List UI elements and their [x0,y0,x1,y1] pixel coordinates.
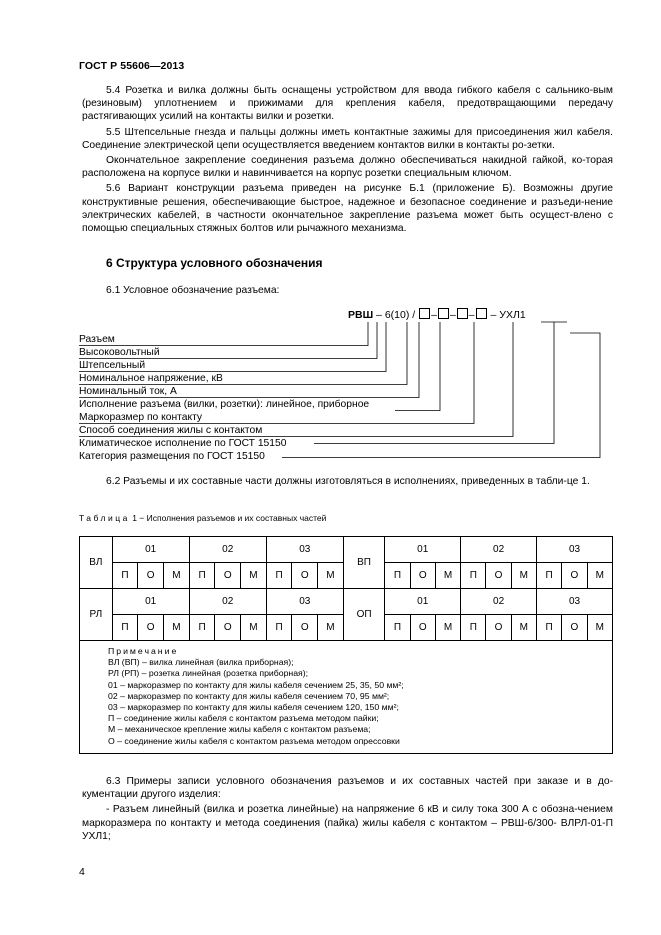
code-box-4 [476,308,487,319]
note-title: Примечание [108,646,179,656]
method-cell: О [410,615,435,641]
section-6-heading: 6 Структура условного обозначения [106,256,323,270]
method-cell: П [266,615,292,641]
paragraph-6-2-wrap [82,475,613,490]
note-line: М – механическое крепление жилы кабеля с контактом разъема; [108,724,371,735]
label-plug-type: Штепсельный [79,360,146,371]
paragraph-6-3: 6.3 Примеры записи условного обозначения разъемов и их составных частей при заказе и в до-кументации другого изделия: [82,776,613,801]
method-cell: М [511,563,536,589]
size-cell: 02 [189,589,266,615]
code-suffix: – УХЛ1 [490,309,526,321]
size-cell: 02 [189,537,266,563]
code-box-2 [438,308,449,319]
size-cell: 03 [266,589,343,615]
note-line: П – соединение жилы кабеля с контактом разъема методом пайки; [108,713,379,724]
note-line: ВЛ (ВП) – вилка линейная (вилка приборная); [108,657,294,668]
method-cell: М [241,563,267,589]
code-dash-1: – [431,309,437,321]
size-cell: 01 [112,589,189,615]
code-voltage: – 6(10) / [373,309,416,321]
method-cell: О [215,615,241,641]
row-type-left: ВЛ [80,537,113,589]
method-cell: М [318,563,344,589]
label-placement: Категория размещения по ГОСТ 15150 [79,451,265,462]
method-cell: П [112,563,138,589]
size-cell: 01 [385,589,461,615]
size-cell: 01 [385,537,461,563]
table-caption-word: Таблица [79,513,130,523]
method-cell: П [537,563,562,589]
method-cell: М [587,563,612,589]
code-dash-3: – [468,309,475,321]
table-caption-text: 1 − Исполнения разъемов и их составных частей [129,513,327,523]
paragraph-5-6: 5.6 Вариант конструкции разъема приведен на рисунке Б.1 (приложение Б). Возможны другие конструктивные решения, обеспечивающие быстрое, надежное и безопасное соединение и разъеди-нение электрических кабелей, в частности окончательное закрепление разъема может быть осущест-влено с помощью специальных стяжных болтов или рычажного механизма. [82,183,613,235]
method-cell: М [435,563,460,589]
label-climate: Климатическое исполнение по ГОСТ 15150 [79,438,287,449]
label-connection-method: Способ соединения жилы с контактом [79,425,263,436]
section-6-3 [82,775,613,845]
method-cell: П [266,563,292,589]
table-row-note [80,641,613,754]
table-row [80,589,613,615]
designation-code [348,308,526,321]
method-cell: М [587,615,612,641]
label-execution: Исполнение разъема (вилки, розетки): линейное, приборное [79,399,370,410]
paragraph-6-1-wrap [82,284,613,299]
table-caption [79,513,326,523]
paragraph-6-1: 6.1 Условное обозначение разъема: [106,285,280,296]
method-cell: М [511,615,536,641]
code-box-1 [419,308,430,319]
note-line: 03 – маркоразмер по контакту для жилы кабеля сечением 120, 150 мм²; [108,702,399,713]
method-cell: О [562,615,587,641]
note-line: 02 – маркоразмер по контакту для жилы кабеля сечением 70, 95 мм²; [108,690,390,701]
paragraph-6-2: 6.2 Разъемы и их составные части должны изготовляться в исполнениях, приведенных в табли-це 1. [106,476,590,487]
code-prefix: РВШ [348,309,374,321]
method-cell: О [215,563,241,589]
size-cell: 03 [266,537,343,563]
method-cell: О [486,615,511,641]
method-cell: П [385,563,410,589]
label-rated-current: Номинальный ток, А [79,386,177,397]
row-type-right: ВП [343,537,385,589]
note-line: О – соединение жилы кабеля с контактом разъема методом опрессовки [108,735,400,746]
table-note [80,641,613,754]
paragraph-5-4: 5.4 Розетка и вилка должны быть оснащены устройством для ввода гибкого кабеля с сальнико-вым (резиновым) уплотнением и прижимами для крепления кабеля, предотвращающими передачу растягивающих усилий на контакты вилки и розетки. [82,85,613,123]
size-cell: 03 [537,589,613,615]
size-cell: 01 [112,537,189,563]
standard-header: ГОСТ Р 55606—2013 [79,60,185,72]
method-cell: П [189,615,215,641]
label-rated-voltage: Номинальное напряжение, кВ [79,373,223,384]
size-cell: 02 [461,589,537,615]
method-cell: О [138,563,164,589]
table-row [80,537,613,563]
table-1 [79,536,613,754]
note-line: 01 – маркоразмер по контакту для жилы кабеля сечением 25, 35, 50 мм²; [108,679,404,690]
method-cell: М [164,615,190,641]
method-cell: О [138,615,164,641]
method-cell: М [241,615,267,641]
row-type-right: ОП [343,589,385,641]
paragraph-5-5-cont: Окончательное закрепление соединения разъема должно обеспечиваться накидной гайкой, ко-торая расположена на корпусе вилки и навинчивается на корпус розетки специальным ключом. [82,155,613,180]
table-body [80,537,613,754]
size-cell: 02 [461,537,537,563]
paragraph-5-5: 5.5 Штепсельные гнезда и пальцы должны иметь контактные зажимы для присоединения жил кабеля. Соединение электрической цепи осуществляется введением контактов вилки в контакты ро-зетки. [82,126,613,151]
note-line: РЛ (РП) – розетка линейная (розетка приборная); [108,668,309,679]
method-cell: П [461,563,486,589]
method-cell: П [461,615,486,641]
method-cell: О [292,615,318,641]
code-box-3 [457,308,468,319]
method-cell: П [112,615,138,641]
method-cell: О [562,563,587,589]
method-cell: М [318,615,344,641]
intro-section [82,84,613,237]
method-cell: П [537,615,562,641]
label-high-voltage: Высоковольтный [79,347,160,358]
row-type-left: РЛ [80,589,113,641]
code-dash-2: – [449,309,456,321]
method-cell: М [435,615,460,641]
paragraph-6-3-example: - Разъем линейный (вилка и розетка линейные) на напряжение 6 кВ и силу тока 300 А с обозна-чением маркоразмера по контакту и метода соединения (пайка) жилы кабеля с контактом – РВШ-6/300- ВЛРЛ-01-П УХЛ1; [82,804,613,842]
method-cell: П [189,563,215,589]
size-cell: 03 [537,537,613,563]
method-cell: П [385,615,410,641]
page-number: 4 [79,866,85,878]
label-razem: Разъем [79,334,115,345]
method-cell: М [164,563,190,589]
label-contact-size: Маркоразмер по контакту [79,412,203,423]
method-cell: О [486,563,511,589]
method-cell: О [410,563,435,589]
method-cell: О [292,563,318,589]
